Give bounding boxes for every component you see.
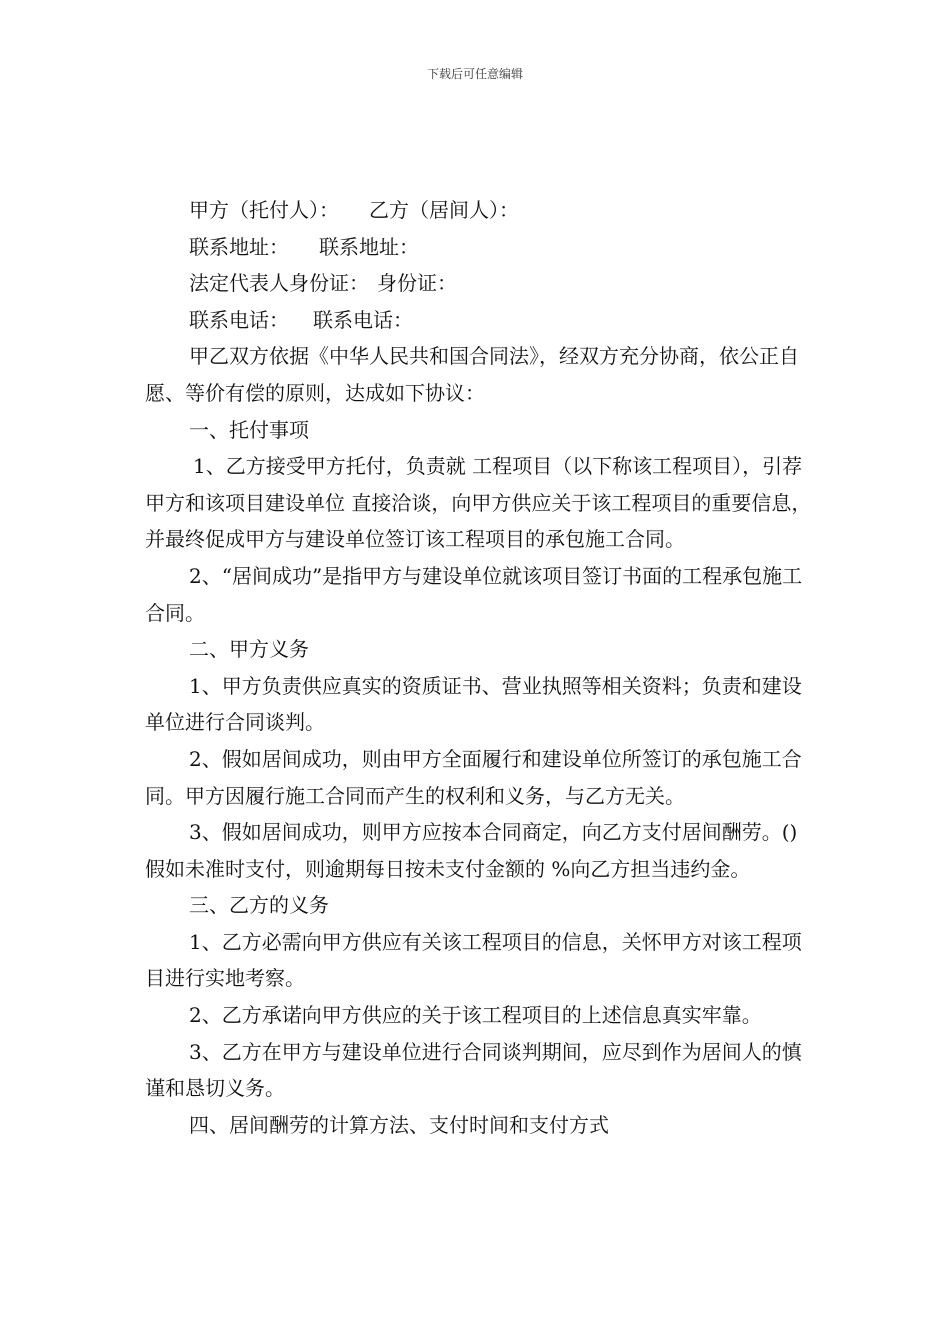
address-line: [145, 229, 815, 266]
entrust-item-1: 1、乙方接受甲方托付，负责就 工程项目（以下称该工程项目），引荐甲方和该项目建设单位 直接洽谈，向甲方供应关于该工程项目的重要信息，并最终促成甲方与建设单位签订该工程项目的承包施工合同。: [145, 454, 812, 552]
id-b-label: 身份证：: [377, 271, 457, 296]
phone-a-label: 联系电话：: [189, 307, 289, 332]
party-a-label: 甲方（托付人）：: [189, 198, 339, 222]
party-a-duty-item-3: 3、假如居间成功，则甲方应按本合同商定，向乙方支付居间酬劳。()假如未准时支付，则逾期每日按未支付金额的 %向乙方担当违约金。: [145, 820, 798, 881]
address-a-label: 联系地址：: [189, 234, 289, 259]
party-b-duty-item-1: 1、乙方必需向甲方供应有关该工程项目的信息，关怀甲方对该工程项目进行实地考察。: [145, 929, 802, 991]
phone-line: [145, 302, 815, 339]
section-heading-entrust: 一、托付事项: [189, 417, 309, 442]
id-a-label: 法定代表人身份证：: [189, 271, 369, 296]
party-line: [145, 192, 815, 229]
party-b-duty-item-3: 3、乙方在甲方与建设单位进行合同谈判期间，应尽到作为居间人的慎谨和恳切义务。: [145, 1039, 802, 1101]
party-a-duty-item-2: 2、假如居间成功，则由甲方全面履行和建设单位所签订的承包施工合同。甲方因履行施工合同而产生的权利和义务，与乙方无关。: [145, 746, 802, 808]
phone-b-label: 联系电话：: [313, 307, 413, 332]
section-heading-fee: 四、居间酬劳的计算方法、支付时间和支付方式: [189, 1112, 609, 1137]
page-header: [0, 66, 950, 82]
preamble-paragraph: 甲乙双方依据《中华人民共和国合同法》，经双方充分协商，依公正自愿、等价有偿的原则，达成如下协议：: [145, 344, 799, 405]
section-heading-party-b-duties: 三、乙方的义务: [189, 893, 329, 918]
entrust-item-2: 2、“居间成功”是指甲方与建设单位就该项目签订书面的工程承包施工合同。: [145, 563, 803, 625]
party-b-duty-item-2: 2、乙方承诺向甲方供应的关于该工程项目的上述信息真实牢靠。: [189, 1003, 762, 1028]
party-a-duty-item-1: 1、甲方负责供应真实的资质证书、营业执照等相关资料；负责和建设单位进行合同谈判。: [145, 673, 802, 735]
party-b-label: 乙方（居间人）：: [369, 198, 519, 222]
header-text: 下载后可任意编辑: [426, 67, 523, 81]
document-body: [145, 192, 815, 1143]
id-line: [145, 265, 815, 302]
section-heading-party-a-duties: 二、甲方义务: [189, 637, 309, 662]
address-b-label: 联系地址：: [319, 234, 419, 259]
